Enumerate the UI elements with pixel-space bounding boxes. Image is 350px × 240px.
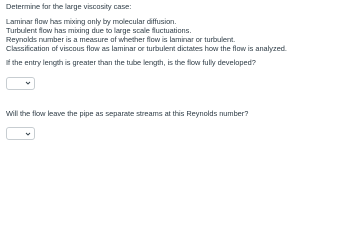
fact-laminar: Laminar flow has mixing only by molecular diffusion.	[6, 16, 177, 26]
facts-list	[6, 17, 348, 54]
question-1-dropdown[interactable]	[6, 77, 35, 90]
fact-turbulent: Turbulent flow has mixing due to large scale fluctuations.	[6, 26, 192, 36]
question-2-dropdown[interactable]	[6, 127, 35, 140]
question-panel	[6, 3, 348, 140]
chevron-down-icon	[25, 80, 31, 86]
question-2-text: Will the flow leave the pipe as separate streams at this Reynolds number?	[6, 108, 249, 118]
question-1-text: If the entry length is greater than the tube length, is the flow fully developed?	[6, 57, 256, 67]
fact-classification: Classification of viscous flow as laminar or turbulent dictates how the flow is analyzed.	[6, 44, 287, 54]
fact-reynolds: Reynolds number is a measure of whether flow is laminar or turbulent.	[6, 35, 236, 45]
question-intro: Determine for the large viscosity case:	[6, 2, 132, 11]
chevron-down-icon	[25, 131, 31, 137]
